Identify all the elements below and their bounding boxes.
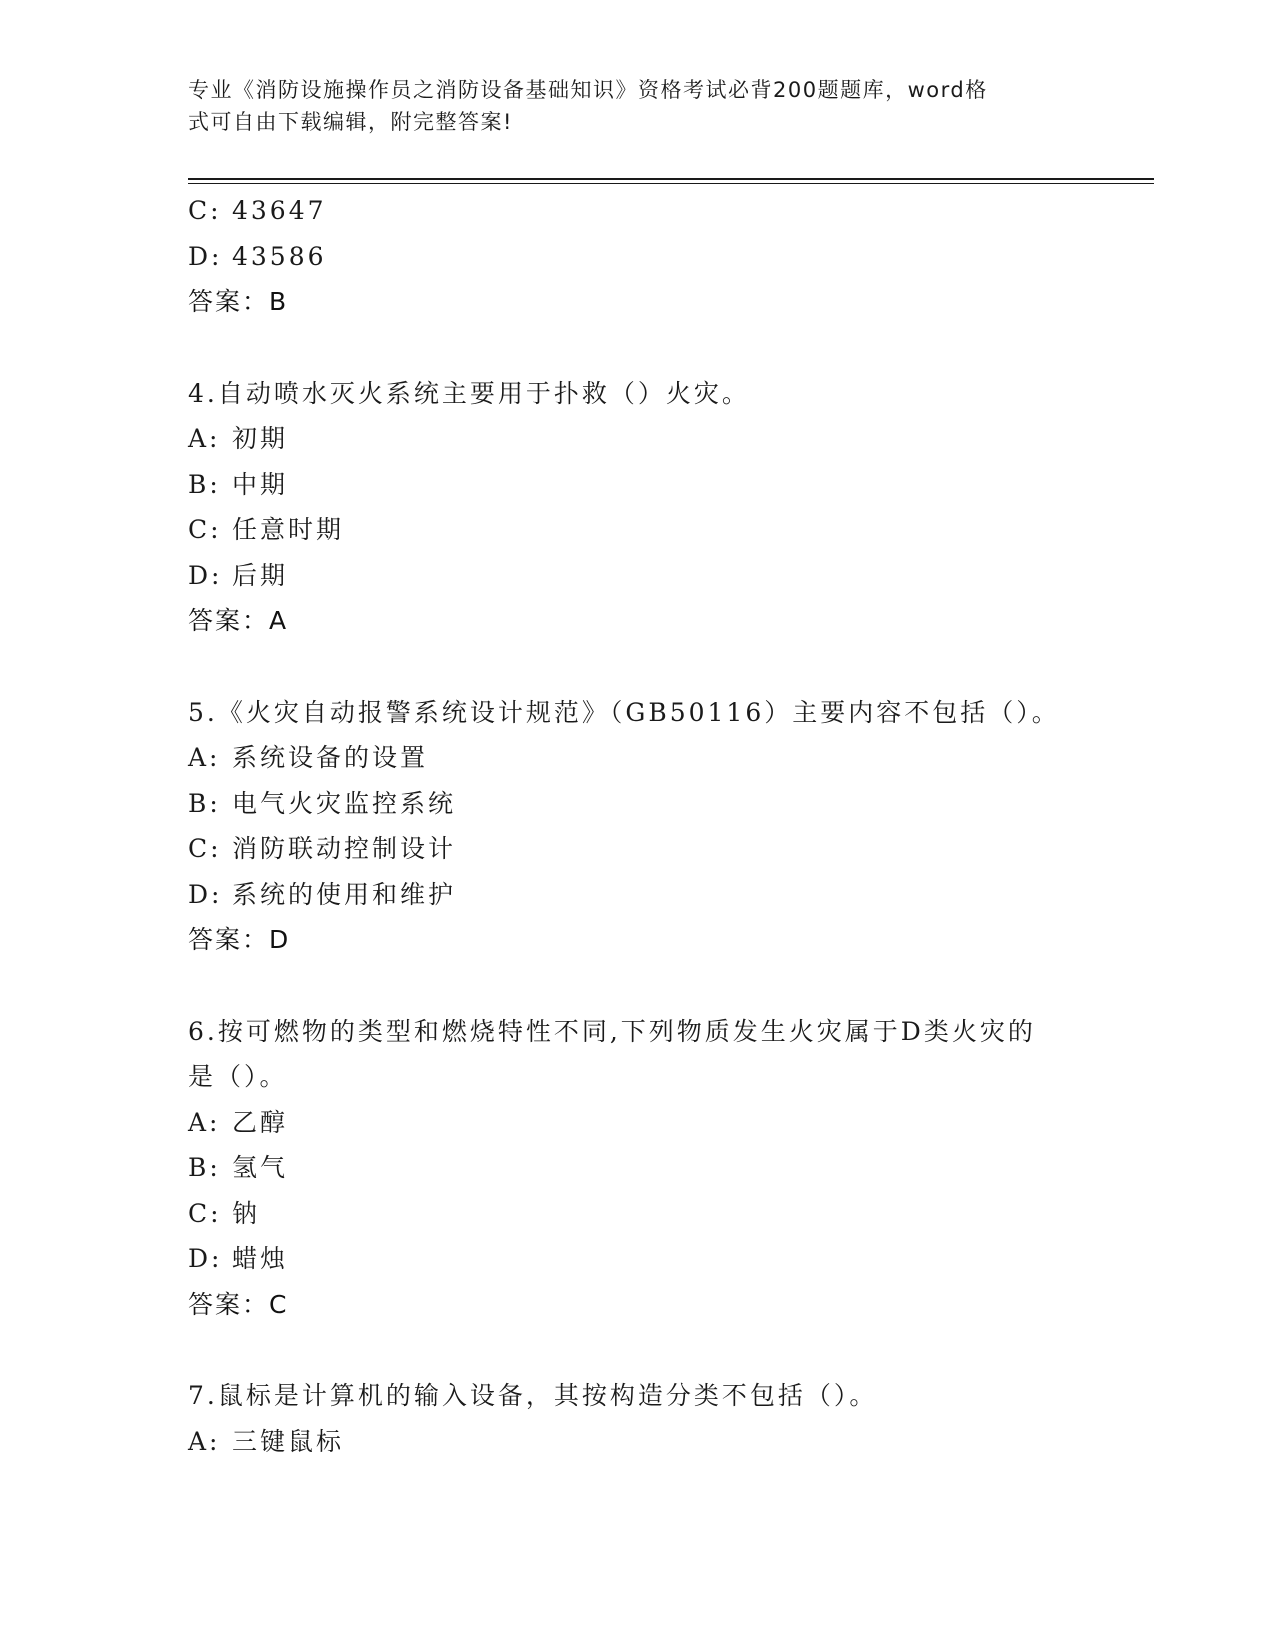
answer-line: 答案：A bbox=[188, 606, 289, 635]
option-row bbox=[188, 462, 1088, 508]
spacer bbox=[188, 963, 1088, 1009]
question-list bbox=[188, 188, 1088, 1464]
option-text: 电气火灾监控系统 bbox=[232, 788, 457, 818]
option-text: 系统设备的设置 bbox=[232, 743, 429, 772]
option-tag: B: bbox=[188, 1153, 221, 1182]
question-stem-continued: 是（）。 bbox=[188, 1062, 288, 1091]
spacer bbox=[188, 325, 1088, 371]
option-row bbox=[188, 826, 1088, 872]
option-row bbox=[188, 1236, 1088, 1282]
option-tag: D: bbox=[188, 560, 223, 590]
answer-line: 答案：C bbox=[188, 1289, 289, 1319]
question-stem: 4.自动喷水灭火系统主要用于扑救（）火灾。 bbox=[188, 378, 750, 408]
question-6 bbox=[188, 1009, 1088, 1328]
option-row bbox=[188, 781, 1088, 827]
option-tag: D: bbox=[188, 241, 223, 271]
question-stem: 7.鼠标是计算机的输入设备，其按构造分类不包括（）。 bbox=[188, 1381, 878, 1410]
option-row bbox=[188, 416, 1088, 462]
option-row bbox=[188, 1100, 1088, 1146]
option-tag: A: bbox=[188, 743, 221, 772]
option-text: 后期 bbox=[232, 560, 289, 590]
question-3-tail bbox=[188, 188, 1088, 325]
option-text: 氢气 bbox=[232, 1153, 289, 1182]
option-tag: C: bbox=[188, 196, 222, 225]
option-tag: B: bbox=[188, 469, 221, 499]
question-stem: 6.按可燃物的类型和燃烧特性不同,下列物质发生火灾属于D类火灾的 bbox=[188, 1016, 1036, 1046]
header-line-1: 专业《消防设施操作员之消防设备基础知识》资格考试必背200题题库，word格 bbox=[188, 78, 988, 102]
option-tag: A: bbox=[188, 1426, 221, 1456]
option-text: 消防联动控制设计 bbox=[232, 834, 457, 863]
option-row bbox=[188, 872, 1088, 918]
question-7 bbox=[188, 1373, 1088, 1464]
option-row bbox=[188, 507, 1088, 553]
header-divider-thin bbox=[188, 183, 1154, 184]
spacer bbox=[188, 1327, 1088, 1373]
header-line-2: 式可自由下载编辑，附完整答案! bbox=[188, 110, 513, 134]
option-text: 中期 bbox=[232, 469, 289, 499]
option-text: 任意时期 bbox=[232, 515, 345, 544]
option-text: 初期 bbox=[232, 424, 289, 453]
question-stem: 5.《火灾自动报警系统设计规范》（GB50116）主要内容不包括（）。 bbox=[188, 697, 1060, 727]
answer-line: 答案：B bbox=[188, 287, 289, 316]
option-row bbox=[188, 1419, 1088, 1465]
option-text: 乙醇 bbox=[232, 1107, 289, 1137]
option-row bbox=[188, 1145, 1088, 1191]
option-text: 钠 bbox=[232, 1198, 261, 1228]
option-tag: C: bbox=[188, 515, 222, 544]
question-5 bbox=[188, 690, 1088, 963]
option-tag: D: bbox=[188, 1244, 223, 1273]
question-4 bbox=[188, 371, 1088, 644]
option-row bbox=[188, 553, 1088, 599]
option-tag: D: bbox=[188, 879, 223, 909]
option-tag: A: bbox=[188, 424, 221, 453]
document-header bbox=[188, 74, 1068, 138]
header-divider-thick bbox=[188, 178, 1154, 180]
option-row bbox=[188, 234, 1088, 280]
option-row bbox=[188, 735, 1088, 781]
option-tag: B: bbox=[188, 788, 221, 818]
answer-line: 答案：D bbox=[188, 925, 291, 954]
spacer bbox=[188, 644, 1088, 690]
option-tag: A: bbox=[188, 1107, 221, 1137]
option-tag: C: bbox=[188, 1198, 222, 1228]
option-tag: C: bbox=[188, 834, 222, 863]
option-text: 43586 bbox=[232, 241, 327, 271]
option-text: 蜡烛 bbox=[232, 1244, 289, 1273]
option-text: 系统的使用和维护 bbox=[232, 879, 457, 909]
option-row bbox=[188, 188, 1088, 234]
option-row bbox=[188, 1191, 1088, 1237]
option-text: 43647 bbox=[232, 196, 327, 225]
option-text: 三键鼠标 bbox=[232, 1426, 345, 1456]
